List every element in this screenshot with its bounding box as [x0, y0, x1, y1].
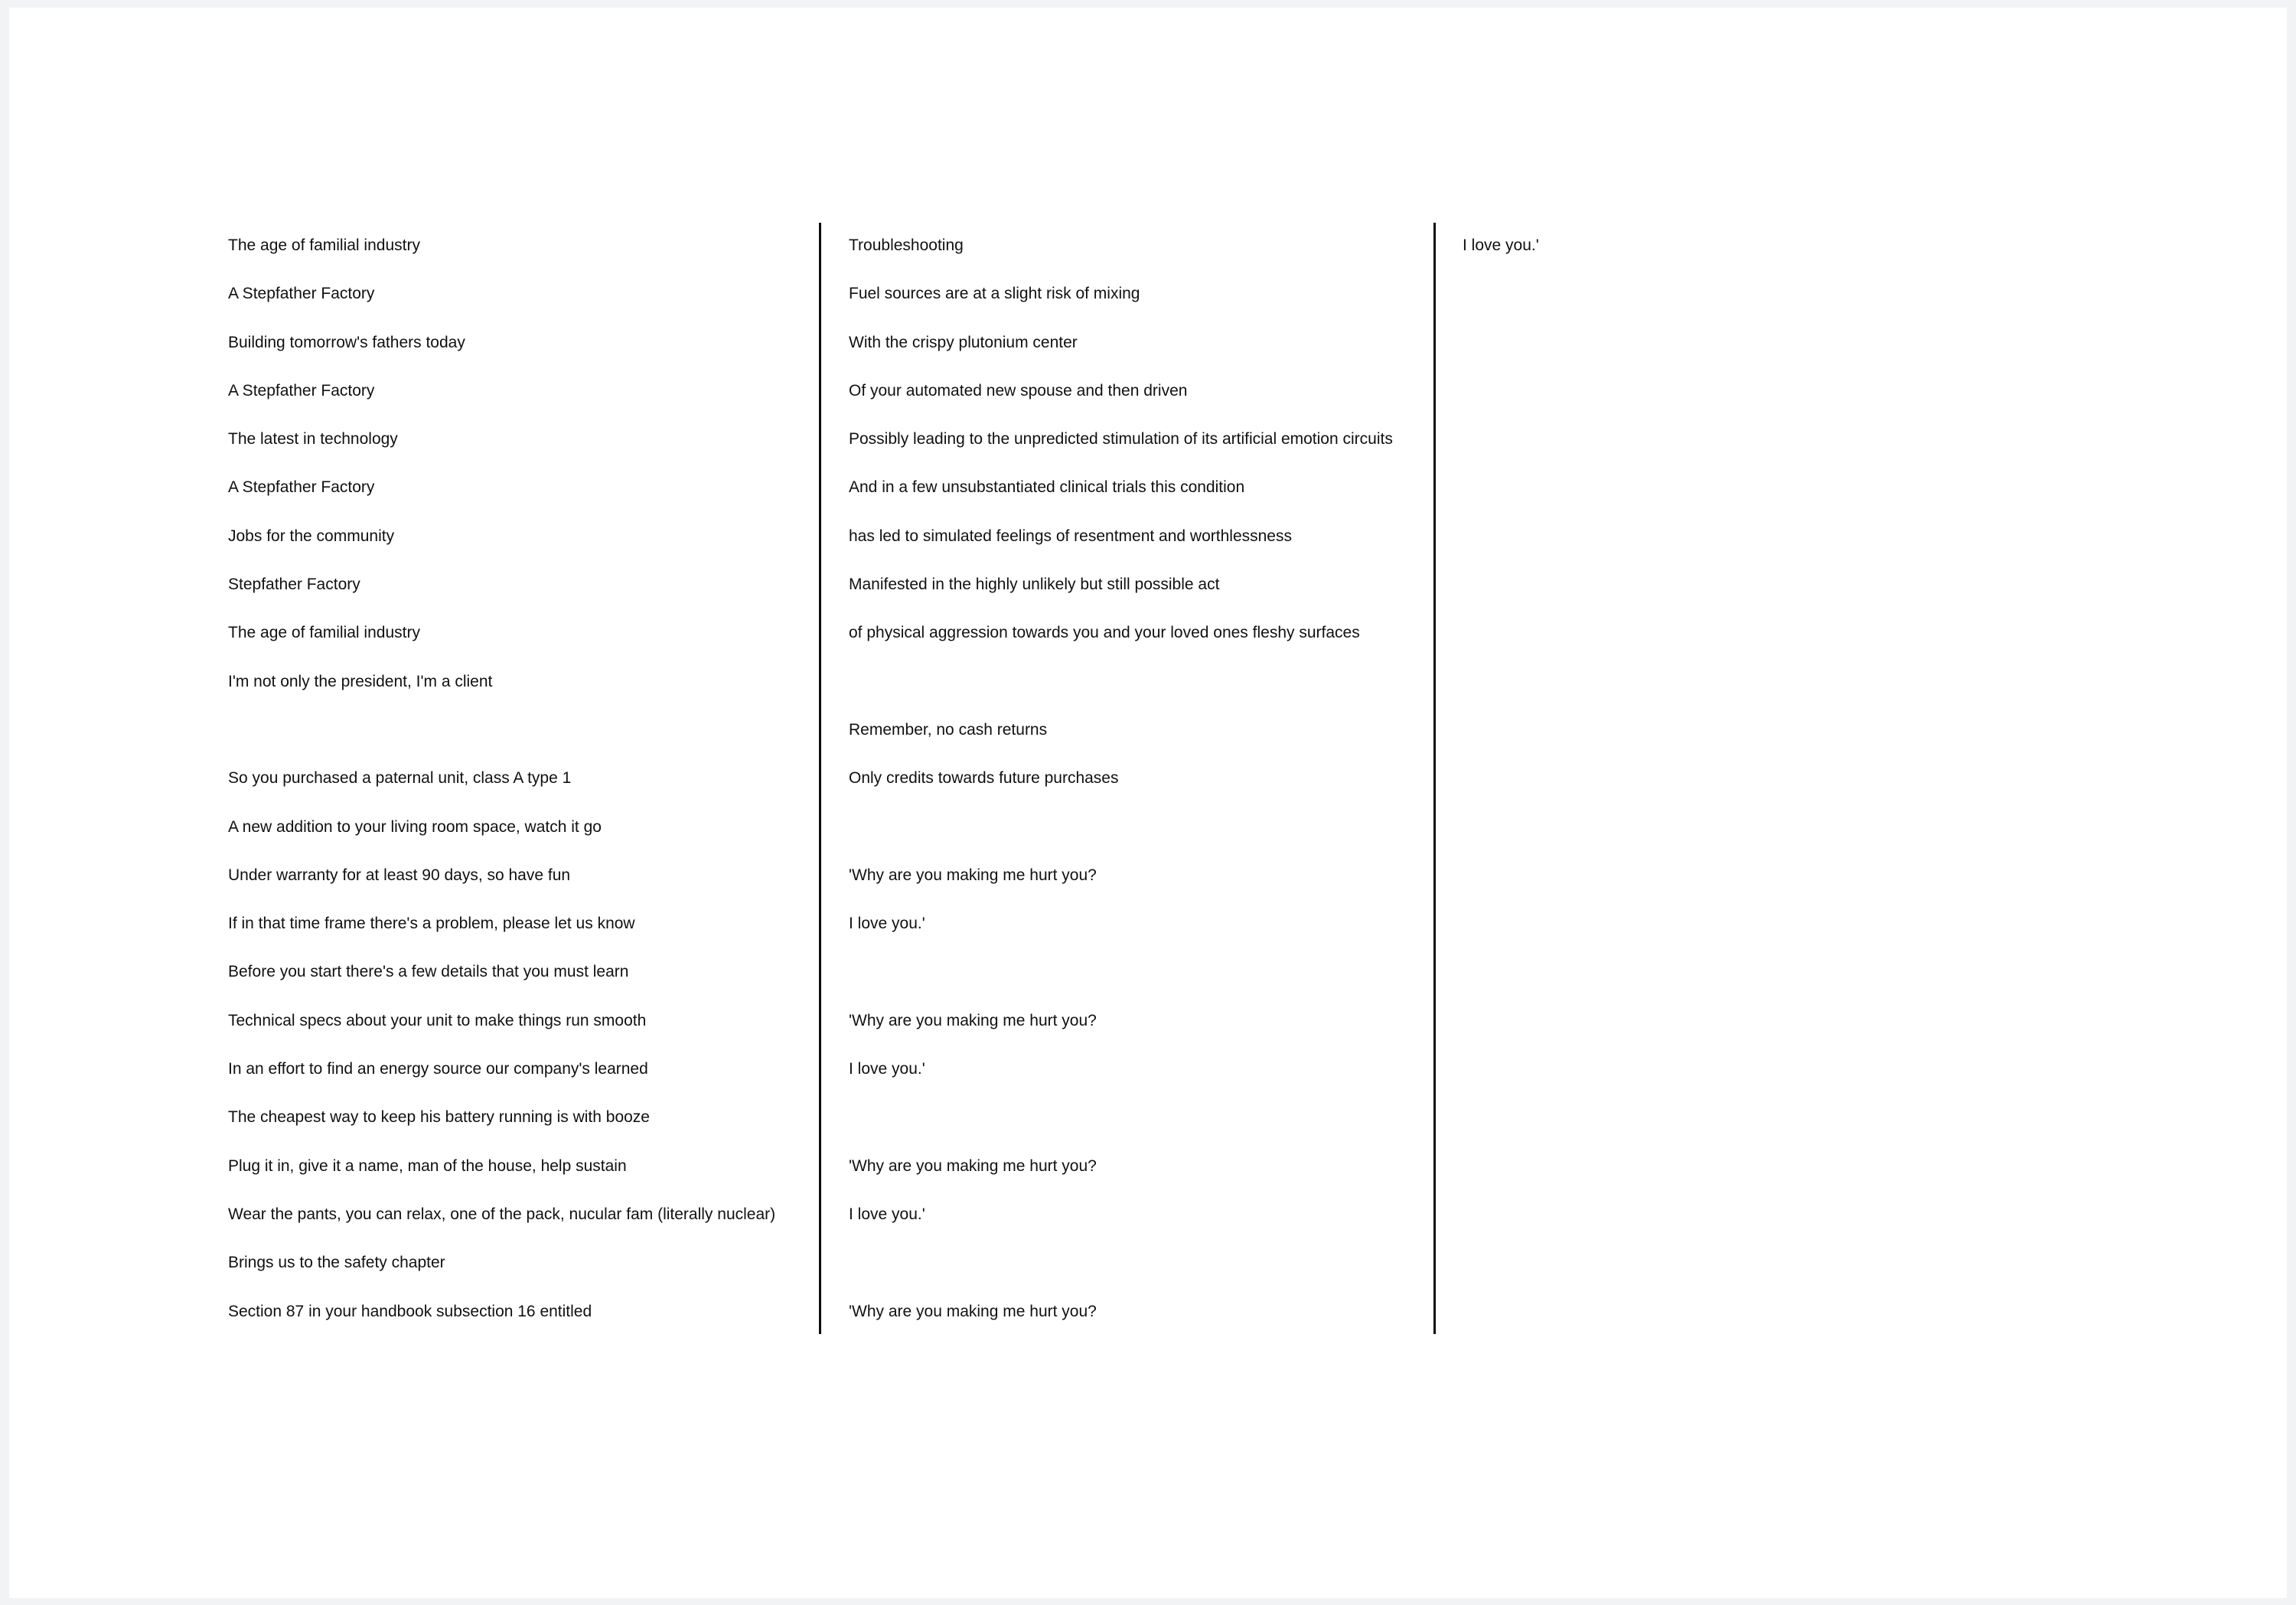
lyric-line: 'Why are you making me hurt you? [849, 1156, 1097, 1175]
lyric-line: has led to simulated feelings of resentment and worthlessness [849, 527, 1292, 545]
lyric-line: I love you.' [849, 915, 925, 933]
lyric-line: A Stepfather Factory [228, 381, 375, 400]
lyric-line: A Stepfather Factory [228, 478, 375, 497]
lyric-line: The age of familial industry [228, 237, 420, 254]
lyric-line: The age of familial industry [228, 624, 420, 642]
lyric-line: Troubleshooting [849, 237, 964, 254]
lyric-line: Stepfather Factory [228, 576, 360, 594]
lyric-line: I love you.' [1463, 237, 1539, 254]
lyrics-column-3 [1463, 234, 2060, 282]
lyric-line: Fuel sources are at a slight risk of mixing [849, 285, 1140, 303]
lyric-line: Only credits towards future purchases [849, 769, 1119, 788]
lyric-line: Possibly leading to the unpredicted stimulation of its artificial emotion circuits [849, 430, 1393, 449]
lyric-line: Wear the pants, you can relax, one of the pack, nucular fam (literally nuclear) [228, 1205, 776, 1223]
lyric-line: Before you start there's a few details that you must learn [228, 963, 629, 981]
lyric-line: The latest in technology [228, 430, 398, 449]
lyric-line: Under warranty for at least 90 days, so have fun [228, 866, 571, 884]
blank-line [849, 961, 1446, 1009]
blank-line [228, 719, 825, 767]
lyric-line: Plug it in, give it a name, man of the house, help sustain [228, 1156, 627, 1175]
lyric-line: 'Why are you making me hurt you? [849, 866, 1097, 884]
lyric-line: 'Why are you making me hurt you? [849, 1011, 1097, 1029]
lyric-line: A Stepfather Factory [228, 285, 375, 303]
lyric-line: A new addition to your living room space, watch it go [228, 817, 602, 836]
lyric-line: With the crispy plutonium center [849, 333, 1078, 351]
lyric-line: And in a few unsubstantiated clinical trials this condition [849, 478, 1245, 497]
blank-line [849, 816, 1446, 864]
lyric-line: I love you.' [849, 1060, 925, 1078]
blank-line [849, 670, 1446, 719]
lyric-line: Of your automated new spouse and then driven [849, 381, 1188, 400]
lyrics-column-2 [849, 234, 1446, 1349]
lyric-line: In an effort to find an energy source our company's learned [228, 1060, 648, 1078]
lyric-line: I'm not only the president, I'm a client [228, 672, 493, 690]
blank-line [849, 1251, 1446, 1300]
lyric-line: Manifested in the highly unlikely but still possible act [849, 576, 1220, 594]
lyric-line: Brings us to the safety chapter [228, 1254, 445, 1272]
lyric-line: Technical specs about your unit to make things run smooth [228, 1011, 647, 1029]
lyric-line: 'Why are you making me hurt you? [849, 1302, 1097, 1320]
lyric-line: Building tomorrow's fathers today [228, 333, 465, 351]
lyrics-column-1 [228, 234, 825, 1349]
lyric-line: So you purchased a paternal unit, class A type 1 [228, 769, 572, 788]
lyric-line: Section 87 in your handbook subsection 16 entitled [228, 1302, 592, 1320]
lyric-line: Remember, no cash returns [849, 720, 1048, 739]
lyric-line: The cheapest way to keep his battery running is with booze [228, 1108, 650, 1127]
lyric-line: Jobs for the community [228, 527, 395, 545]
blank-line [849, 1106, 1446, 1154]
lyric-line: I love you.' [849, 1205, 925, 1223]
lyric-line: of physical aggression towards you and your loved ones fleshy surfaces [849, 624, 1360, 642]
lyric-line: If in that time frame there's a problem, please let us know [228, 915, 635, 933]
